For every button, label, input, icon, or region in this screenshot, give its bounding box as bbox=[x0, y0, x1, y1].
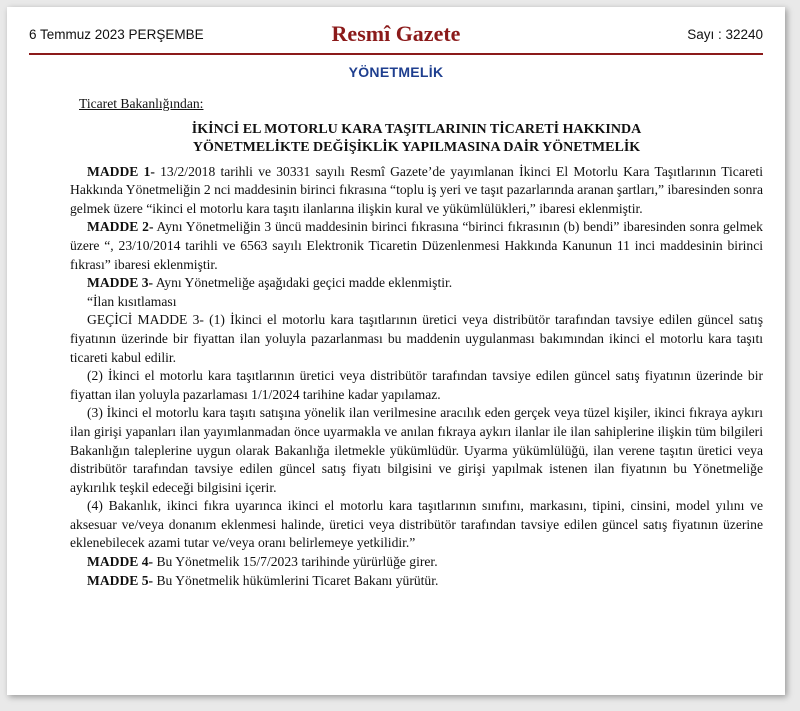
regulation-body bbox=[70, 95, 763, 590]
gazette-header bbox=[29, 21, 763, 51]
section-title: YÖNETMELİK bbox=[348, 64, 444, 80]
article-5 bbox=[70, 572, 763, 591]
article-4-text: Bu Yönetmelik 15/7/2023 tarihinde yürürlüğe girer. bbox=[153, 554, 438, 570]
temporary-article-para-2: (2) İkinci el motorlu kara taşıtlarının üretici veya distribütör tarafından tavsiye edilen güncel satış fiyatının üzerinde bir fiyattan ilan yoluyla pazarlaması 1/1/2024 tarihine kadar yapılamaz. bbox=[70, 368, 763, 402]
article-3 bbox=[70, 274, 763, 293]
temporary-article-para-3: (3) İkinci el motorlu kara taşıtı satışına yönelik ilan verilmesine aracılık eden gerçek veya tüzel kişiler, ikinci fıkraya aykırı ilan girişi yapanları ilan yayımlanmadan önce uyarmakla ve anılan fıkraya aykırı ilanlar ile ilan sahiplerine ilişkin tüm bilgileri Bakanlığın taleplerine uygun olarak Bakanlığa iletmekle yükümlüdür. Uyarma yükümlülüğü, ilan verene taşıtın üretici veya distribütör tarafından tavsiye edilen güncel satış fiyatı bilgisini ve girişi yapılmak istenen ilan fiyatının bu Yönetmeliğe aykırılık teşkil edeceği bilgisini içerir. bbox=[70, 405, 763, 495]
header-divider bbox=[29, 53, 763, 55]
gazette-page bbox=[7, 7, 785, 695]
article-1 bbox=[70, 163, 763, 219]
article-5-text: Bu Yönetmelik hükümlerini Ticaret Bakanı yürütür. bbox=[153, 572, 439, 588]
temporary-article-heading: “İlan kısıtlaması bbox=[87, 293, 177, 309]
gazette-title: Resmî Gazete bbox=[331, 21, 461, 46]
regulation-title-line-2: YÖNETMELİKTE DEĞİŞİKLİK YAPILMASINA DAİR YÖNETMELİK bbox=[192, 140, 641, 156]
issue-date: 6 Temmuz 2023 PERŞEMBE bbox=[29, 27, 204, 42]
article-5-label: MADDE 5- bbox=[87, 572, 154, 588]
article-2 bbox=[70, 218, 763, 274]
article-3-text: Aynı Yönetmeliğe aşağıdaki geçici madde eklenmiştir. bbox=[153, 275, 453, 291]
ministry-name: Ticaret Bakanlığından: bbox=[79, 96, 204, 111]
article-3-label: MADDE 3- bbox=[87, 275, 154, 291]
article-4-label: MADDE 4- bbox=[87, 554, 154, 570]
article-1-text: 13/2/2018 tarihli ve 30331 sayılı Resmî Gazete’de yayımlanan İkinci El Motorlu Kara Taşıtlarının Ticareti Hakkında Yönetmeliğin 2 nci maddesinin birinci fıkrasına “toplu iş yeri ve taşıt pazarlarında aranan şartları,” ibaresinden sonra gelmek üzere “ikinci el motorlu kara taşıtı ilanlarına ilişkin kural ve yükümlülükleri,” ibaresi eklenmiştir. bbox=[70, 163, 763, 216]
temporary-article-para-4: (4) Bakanlık, ikinci fıkra uyarınca ikinci el motorlu kara taşıtlarının sınıfını, markasını, tipini, cinsini, model yılını ve aksesuar ve/veya donanım eklenmesi halinde, üretici veya distribütör tarafından tavsiye edilen güncel satış fiyatının üzerine eklenebilecek azami tutar ve/veya oranı belirlemeye yetkilidir.” bbox=[70, 498, 763, 551]
temporary-article-para-1: GEÇİCİ MADDE 3- (1) İkinci el motorlu kara taşıtlarının üretici veya distribütör tarafından tavsiye edilen güncel satış fiyatının üzerinde bir fiyattan ilan yoluyla pazarlanması bu maddenin uygulanması bakımından ikinci el motorlu kara taşıtı ticareti kabul edilir. bbox=[70, 312, 763, 365]
article-2-text: Aynı Yönetmeliğin 3 üncü maddesinin birinci fıkrasına “birinci fıkrasının (b) bendi” ibaresinden sonra gelmek üzere “, 23/10/2014 tarihli ve 6563 sayılı Elektronik Ticaretin Düzenlenmesi Hakkında Kanunun 11 inci maddesinin birinci fıkrası” ibaresi eklenmiştir. bbox=[70, 219, 763, 272]
regulation-title bbox=[70, 121, 763, 158]
article-2-label: MADDE 2- bbox=[87, 219, 154, 235]
regulation-title-line-1: İKİNCİ EL MOTORLU KARA TAŞITLARININ TİCARETİ HAKKINDA bbox=[191, 121, 642, 137]
article-1-label: MADDE 1- bbox=[87, 163, 155, 179]
issue-number: Sayı : 32240 bbox=[687, 27, 763, 42]
article-4 bbox=[70, 553, 763, 572]
